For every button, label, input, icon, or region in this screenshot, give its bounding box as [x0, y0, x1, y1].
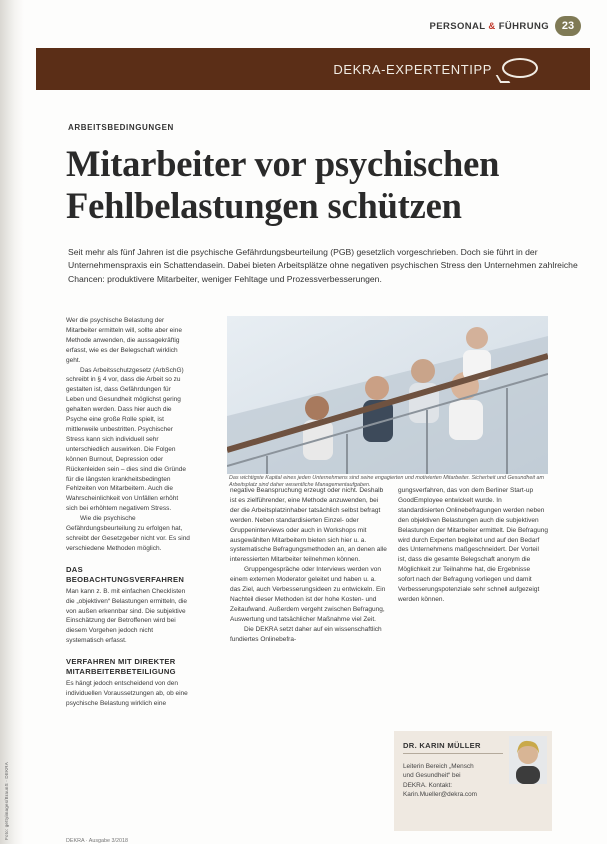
column1-paragraph-5: Es hängt jedoch entscheidend von den individuellen Voraussetzungen ab, ob eine psychische Belastung wirklich eine — [66, 680, 188, 707]
author-name: DR. KARIN MÜLLER — [403, 741, 481, 750]
author-role-line-2: und Gesundheit“ bei — [403, 772, 461, 780]
team-photo — [227, 316, 548, 474]
speech-bubble-tail-icon — [496, 75, 511, 83]
headline-line-2: Fehlbelastungen schützen — [66, 185, 462, 226]
banner-title: DEKRA-EXPERTENTIPP — [333, 62, 492, 77]
team-photo-illustration — [227, 316, 548, 474]
article-kicker: ARBEITSBEDINGUNGEN — [68, 123, 174, 132]
page-footer: DEKRA · Ausgabe 3/2018 — [66, 838, 129, 844]
column2-paragraph-3: Die DEKRA setzt daher auf ein wissenschaftlich fundiertes Onlinebefra- — [230, 625, 382, 643]
column1-paragraph-3: Wie die psychische Gefährdungsbeurteilung zu erfolgen hat, schreibt der Gesetzgeber nicht vor. Es sind verschiedene Methoden möglich. — [66, 515, 190, 552]
subheading-line-2: MITARBEITERBETEILIGUNG — [66, 667, 176, 677]
subheading-mitarbeiterbeteiligung — [66, 657, 190, 677]
section-ampersand: & — [488, 21, 496, 32]
subheading-line-1: VERFAHREN MIT DIREKTER — [66, 657, 176, 667]
headline-line-1: Mitarbeiter vor psychischen — [66, 143, 500, 184]
author-role-line-1: Leiterin Bereich „Mensch — [403, 763, 474, 770]
speech-bubble-icon — [502, 58, 538, 78]
page-header — [0, 14, 607, 40]
author-email[interactable]: Karin.Mueller@dekra.com — [403, 791, 477, 799]
subheading-beobachtungsverfahren: DAS BEOBACHTUNGSVERFAHREN — [66, 564, 185, 584]
column2-paragraph-2: Gruppengespräche oder Interviews werden von einem externen Moderator geleitet und haben u. a. das Ziel, auch Verbesserungsideen zu entwickeln. Ein Nachteil dieser Methoden ist der hohe Kosten- und Zeitaufwand. Außerdem vergeht zwischen Befragung, Auswertung und tatsächlicher Maßnahme viel Zeit. — [230, 566, 386, 623]
article-column-3 — [398, 486, 548, 605]
column1-paragraph-1: Wer die psychische Belastung der Mitarbeiter ermitteln will, sollte aber eine Methode anwenden, die aussagekräftig erfasst, wie es der Belegschaft wirklich geht. — [66, 317, 182, 364]
column1-paragraph-2: Das Arbeitsschutzgesetz (ArbSchG) schreibt in § 4 vor, dass die Arbeit so zu gestalten ist, dass Gefährdungen für Leben und Gesundheit möglichst gering gehalten werden. Dass hier auch die Psyche eine große Rolle spielt, ist mittlerweile unbestritten. Psychischer Stress kann sich individuell sehr unterschiedlich auswirken. Die Folgen können Burnout, Depression oder Rückenleiden sein – dies sind die Gründe für die längsten krankheitsbedingten Fehlzeiten von Mitarbeitern. Auch die Wahrscheinlichkeit von Unfällen erhöht sich bei erhöhtem negativem Stress. — [66, 366, 186, 513]
author-portrait-illustration — [509, 736, 547, 784]
photo-credit: Foto: gettyimages/BraunS · DEKRA — [4, 762, 9, 840]
column2-paragraph-1: negative Beanspruchung erzeugt oder nicht. Deshalb ist es zielführender, eine Methode anzuwenden, bei der die Arbeitsplatzinhaber tatsächlich selbst befragt werden. Neben standardisierten Einzel- oder Gruppeninterviews oder auch in Workshops mit ausgewählten Mitarbeitern bieten sich hier u. a. systematische Befragungsmethoden an, an denen alle interessierten Mitarbeiter teilnehmen können. — [230, 487, 387, 564]
author-divider — [403, 753, 503, 754]
article-headline — [66, 143, 586, 227]
page-number: 23 — [555, 16, 581, 36]
column3-paragraph-1: gungsverfahren, das von dem Berliner Start-up GoodEmployee entwickelt wurde. In standardisierten Onlinebefragungen werden neben den objektiven Belastungen auch die subjektiven Belastungen der Mitarbeiter ermittelt. Die Befragung wird durch Experten begleitet und auf den Bedarf des Unternehmens maßgeschneidert. Der Vorteil ist, dass die gesamte Belegschaft anonym die Möglichkeit zur Teilnahme hat, die Ergebnisse sofort nach der Befragung vorliegen und damit Verbesserungspotenziale sehr schnell aufgezeigt werden können. — [398, 487, 548, 603]
author-box — [394, 731, 552, 831]
author-info — [403, 762, 507, 800]
expertentipp-banner — [36, 48, 590, 90]
section-word-fuehrung: FÜHRUNG — [498, 21, 549, 32]
column1-paragraph-4: Man kann z. B. mit einfachen Checklisten die „objektiven“ Belastungen ermitteln, die von außen erkennbar sind. Die subjektive Einschätzung der Betroffenen wird bei diesem Vorgehen jedoch nicht systematisch erfasst. — [66, 587, 188, 645]
section-label — [430, 21, 549, 32]
section-word-personal: PERSONAL — [429, 21, 486, 32]
article-lead: Seit mehr als fünf Jahren ist die psychische Gefährdungsbeurteilung (PGB) gesetzlich vorgeschrieben. Doch sie führt in der Unternehmenspraxis ein Schattendasein. Dabei bieten Arbeitsplätze ohne negativen psychischen Stress den Unternehmen zahlreiche Chancen: produktivere Mitarbeiter, weniger Fehltage und Prozessverbesserungen. — [68, 247, 578, 284]
photo-caption: Das wichtigste Kapital eines jeden Unternehmens sind seine engagierten und motivierten Mitarbeiter. Sicherheit und Gesundheit am Arbeitsplatz sind daher wesentliche Managementaufgaben. — [229, 475, 545, 489]
article-column-1 — [66, 316, 190, 709]
article-column-2 — [230, 486, 388, 645]
author-role-line-3: DEKRA. Kontakt: — [403, 781, 453, 789]
author-portrait — [509, 736, 547, 784]
